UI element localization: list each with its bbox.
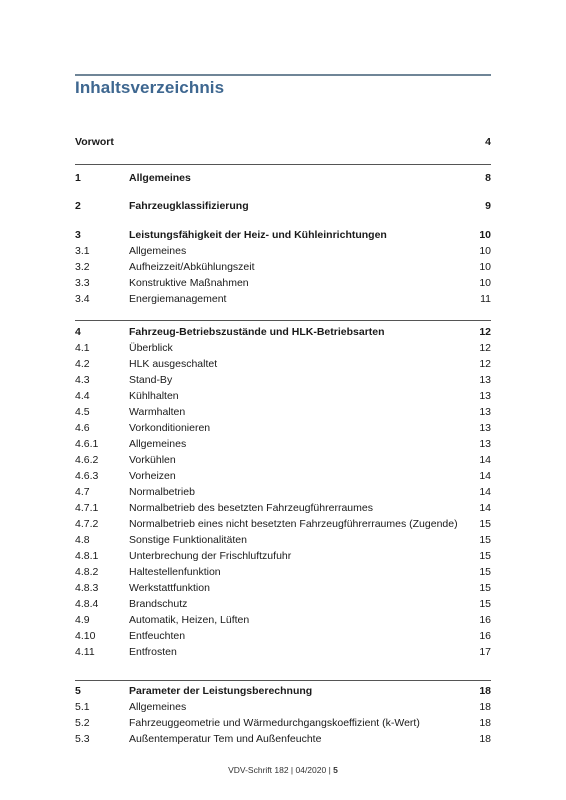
toc-page: 10 (479, 245, 491, 257)
toc-row[interactable] (75, 259, 491, 275)
toc-num: 4.8.3 (75, 582, 99, 594)
toc-row[interactable] (75, 564, 491, 580)
toc-row[interactable] (75, 484, 491, 500)
toc-label: Entfeuchten (129, 630, 186, 642)
toc-page: 14 (479, 470, 491, 482)
toc-num: 5.1 (75, 701, 90, 713)
toc-num: 4.9 (75, 614, 90, 626)
toc-row[interactable] (75, 731, 491, 747)
toc-num: 4.10 (75, 630, 96, 642)
toc-row[interactable] (75, 580, 491, 596)
toc-label: Normalbetrieb des besetzten Fahrzeugführerraumes (129, 502, 373, 514)
toc-row[interactable] (75, 291, 491, 307)
toc-row-vorwort[interactable] (75, 134, 491, 150)
toc-page: 13 (479, 438, 491, 450)
title-rule (75, 74, 491, 76)
toc-label: Konstruktive Maßnahmen (129, 277, 249, 289)
toc-label: Außentemperatur Tem und Außenfeuchte (129, 733, 322, 745)
toc-label: Überblick (129, 342, 173, 354)
toc-row[interactable] (75, 388, 491, 404)
toc-page: 10 (479, 277, 491, 289)
toc-num: 4.8.1 (75, 550, 99, 562)
toc-row[interactable] (75, 683, 491, 699)
toc-num: 1 (75, 172, 81, 184)
toc-label: Allgemeines (129, 438, 187, 450)
toc-page: 15 (479, 550, 491, 562)
toc-num: 4.6.2 (75, 454, 99, 466)
toc-num: 5 (75, 685, 81, 697)
toc-label: Parameter der Leistungsberechnung (129, 685, 313, 697)
toc-num: 3.2 (75, 261, 90, 273)
toc-label: Leistungsfähigkeit der Heiz- und Kühleinrichtungen (129, 229, 387, 241)
toc-row[interactable] (75, 699, 491, 715)
toc-page: 9 (485, 200, 491, 212)
toc-page: 16 (479, 630, 491, 642)
toc-num: 4.7.2 (75, 518, 99, 530)
toc-label: Fahrzeuggeometrie und Wärmedurchgangskoeffizient (k-Wert) (129, 717, 420, 729)
toc-num: 4.11 (75, 646, 95, 658)
toc-num: 2 (75, 200, 81, 212)
toc-page: 15 (479, 534, 491, 546)
toc-row[interactable] (75, 275, 491, 291)
toc-page: 15 (479, 566, 491, 578)
toc-num: 4.7 (75, 486, 90, 498)
toc-row[interactable] (75, 532, 491, 548)
toc-row[interactable] (75, 198, 491, 214)
toc-row[interactable] (75, 340, 491, 356)
toc-page: 15 (479, 582, 491, 594)
toc-page: 17 (479, 646, 491, 658)
toc-page: 18 (479, 701, 491, 713)
toc-num: 4 (75, 326, 81, 338)
toc-label: Allgemeines (129, 172, 191, 184)
toc-page: 18 (479, 717, 491, 729)
toc-label: Vorkonditionieren (129, 422, 211, 434)
toc-num: 3 (75, 229, 81, 241)
toc-row[interactable] (75, 356, 491, 372)
toc-num: 5.3 (75, 733, 90, 745)
toc-page: 18 (479, 685, 491, 697)
toc-page: 10 (479, 229, 491, 241)
toc-label: Warmhalten (129, 406, 186, 418)
toc-page: 14 (479, 502, 491, 514)
toc-label: Werkstattfunktion (129, 582, 210, 594)
toc-row[interactable] (75, 324, 491, 340)
toc-page: 4 (485, 136, 491, 148)
toc-num: 3.3 (75, 277, 90, 289)
toc-row[interactable] (75, 612, 491, 628)
toc-page: 12 (479, 358, 491, 370)
toc-label: Normalbetrieb (129, 486, 195, 498)
toc-label: Brandschutz (129, 598, 188, 610)
footer-text: VDV-Schrift 182 | 04/2020 | (228, 765, 334, 775)
toc-num: 4.1 (75, 342, 90, 354)
toc-label: Allgemeines (129, 701, 187, 713)
toc-label: Allgemeines (129, 245, 187, 257)
toc-label: Vorkühlen (129, 454, 176, 466)
toc-num: 4.7.1 (75, 502, 99, 514)
toc-row[interactable] (75, 404, 491, 420)
page-footer (0, 765, 566, 775)
toc-label: Automatik, Heizen, Lüften (129, 614, 250, 626)
toc-label: Unterbrechung der Frischluftzufuhr (129, 550, 292, 562)
toc-label: HLK ausgeschaltet (129, 358, 218, 370)
toc-num: 4.8.4 (75, 598, 99, 610)
toc-label: Vorheizen (129, 470, 176, 482)
toc-row[interactable] (75, 243, 491, 259)
toc-num: 4.5 (75, 406, 90, 418)
toc-page: 13 (479, 406, 491, 418)
toc-num: 4.6.1 (75, 438, 99, 450)
toc-label: Fahrzeug-Betriebszustände und HLK-Betriebsarten (129, 326, 385, 338)
toc-row[interactable] (75, 420, 491, 436)
toc-row[interactable] (75, 516, 491, 532)
toc-row[interactable] (75, 468, 491, 484)
toc-row[interactable] (75, 227, 491, 243)
toc-label: Kühlhalten (129, 390, 179, 402)
toc-row[interactable] (75, 596, 491, 612)
toc-row[interactable] (75, 436, 491, 452)
toc-row[interactable] (75, 372, 491, 388)
toc-label: Fahrzeugklassifizierung (129, 200, 249, 212)
toc-page: 12 (479, 326, 491, 338)
toc-label: Vorwort (75, 136, 114, 148)
toc-num: 3.1 (75, 245, 90, 257)
toc-row[interactable] (75, 644, 491, 660)
toc-page: 10 (479, 261, 491, 273)
toc-num: 3.4 (75, 293, 90, 305)
toc-row[interactable] (75, 452, 491, 468)
toc-page: 15 (479, 598, 491, 610)
toc-num: 4.8 (75, 534, 90, 546)
toc-page: 13 (479, 374, 491, 386)
toc-page: 12 (479, 342, 491, 354)
toc-num: 5.2 (75, 717, 90, 729)
toc-num: 4.8.2 (75, 566, 99, 578)
toc-label: Entfrosten (129, 646, 177, 658)
toc-page: 14 (479, 454, 491, 466)
toc-page: 13 (479, 390, 491, 402)
toc-row[interactable] (75, 548, 491, 564)
page-title: Inhaltsverzeichnis (75, 78, 225, 97)
footer-page-number: 5 (333, 765, 338, 775)
toc-label: Energiemanagement (129, 293, 227, 305)
toc-label: Haltestellenfunktion (129, 566, 221, 578)
toc-page: 15 (479, 518, 491, 530)
toc-page: 13 (479, 422, 491, 434)
toc-label: Stand-By (129, 374, 173, 386)
toc-page: 18 (479, 733, 491, 745)
toc-page: 11 (480, 293, 491, 305)
toc-row[interactable] (75, 628, 491, 644)
toc-num: 4.4 (75, 390, 90, 402)
toc-num: 4.6.3 (75, 470, 99, 482)
separator (75, 164, 491, 165)
toc-num: 4.6 (75, 422, 90, 434)
separator (75, 320, 491, 321)
toc-label: Sonstige Funktionalitäten (129, 534, 247, 546)
toc-row[interactable] (75, 170, 491, 186)
toc-num: 4.2 (75, 358, 90, 370)
toc-row[interactable] (75, 500, 491, 516)
toc-num: 4.3 (75, 374, 90, 386)
toc-label: Aufheizzeit/Abkühlungszeit (129, 261, 255, 273)
toc-row[interactable] (75, 715, 491, 731)
toc-page: 8 (485, 172, 491, 184)
toc-page: 14 (479, 486, 491, 498)
toc-label: Normalbetrieb eines nicht besetzten Fahrzeugführerraumes (Zugende) (129, 518, 458, 530)
toc-page: 16 (479, 614, 491, 626)
separator (75, 680, 491, 681)
